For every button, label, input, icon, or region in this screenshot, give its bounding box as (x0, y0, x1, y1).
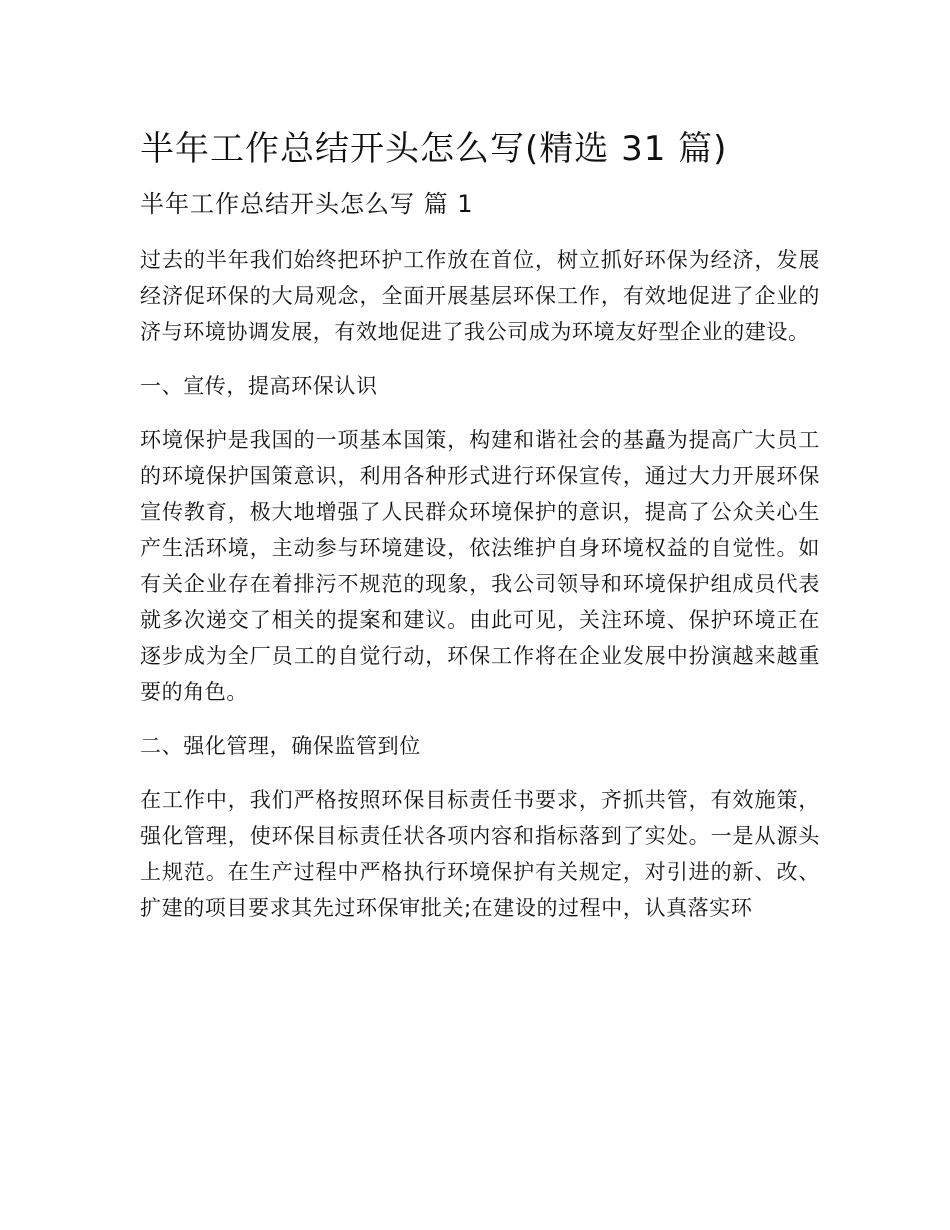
document-page (140, 120, 820, 944)
document-title: 半年工作总结开头怎么写(精选 31 篇) (140, 129, 728, 169)
intro-paragraph: 过去的半年我们始终把环护工作放在首位，树立抓好环保为经济，发展经济促环保的大局观念，全面开展基层环保工作，有效地促进了企业的济与环境协调发展，有效地促进了我公司成为环境友好型企业的建设。 (140, 248, 820, 344)
section-title: 半年工作总结开头怎么写 篇 1 (140, 190, 474, 218)
publicity-paragraph: 环境保护是我国的一项基本国策，构建和谐社会的基矗为提高广大员工的环境保护国策意识，利用各种形式进行环保宣传，通过大力开展环保宣传教育，极大地增强了人民群众环境保护的意识，提高了公众关心生产生活环境，主动参与环境建设，依法维护自身环境权益的自觉性。如有关企业存在着排污不规范的现象，我公司领导和环境保护组成员代表就多次递交了相关的提案和建议。由此可见，关注环境、保护环境正在逐步成为全厂员工的自觉行动，环保工作将在企业发展中扮演越来越重要的角色。 (140, 428, 820, 704)
heading-management: 二、强化管理，确保监管到位 (140, 734, 421, 758)
management-paragraph: 在工作中，我们严格按照环保目标责任书要求，齐抓共管，有效施策，强化管理，使环保目标责任状各项内容和指标落到了实处。一是从源头上规范。在生产过程中严格执行环境保护有关规定，对引进的新、改、扩建的项目要求其先过环保审批关;在建设的过程中，认真落实环 (140, 788, 820, 920)
heading-publicity: 一、宣传，提高环保认识 (140, 374, 378, 398)
